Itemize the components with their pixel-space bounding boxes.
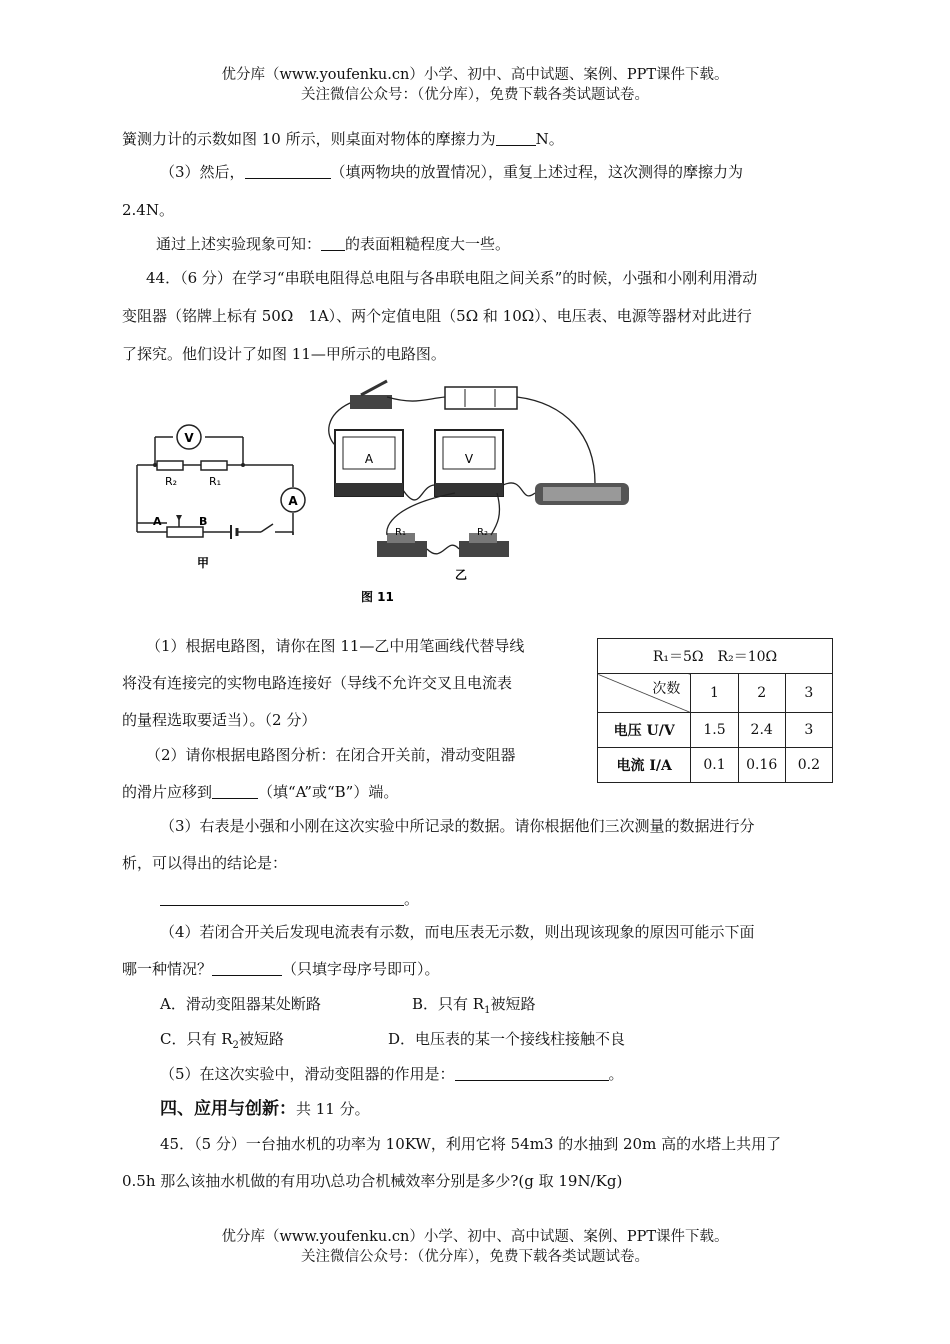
- table-header-row: [598, 639, 833, 674]
- section-title: 四、应用与创新：: [160, 1099, 296, 1119]
- q44-p2-line-2: [122, 782, 398, 802]
- answer-blank: [212, 783, 258, 799]
- q43-text: 簧测力计的示数如图 10 所示，则桌面对物体的摩擦力为: [122, 130, 496, 148]
- answer-blank: [245, 163, 331, 179]
- q44-intro-2: 变阻器（铭牌上标有 50Ω 1A）、两个定值电阻（5Ω 和 10Ω）、电压表、电源等器材对此进行: [122, 307, 752, 325]
- q44-p3-line-2: 析，可以得出的结论是：: [122, 854, 288, 872]
- q43-line-3: 2.4N。: [122, 201, 174, 219]
- voltmeter-face-label: V: [464, 452, 474, 466]
- option-c-text: C．只有 R: [160, 1030, 233, 1048]
- table-row: [598, 674, 833, 713]
- row-label-current: 电流 I/A: [598, 748, 691, 783]
- label-jia: 甲: [197, 556, 210, 570]
- q44-text: 的滑片应移到: [122, 783, 213, 801]
- q44-text: （5）在这次实验中，滑动变阻器的作用是：: [160, 1065, 455, 1083]
- q44-intro-1: 44．（6 分）在学习“串联电阻得总电阻与各串联电阻之间关系”的时候，小强和小刚利用滑动: [146, 269, 758, 287]
- section-note: 共 11 分。: [296, 1100, 370, 1118]
- option-c: [160, 1029, 284, 1056]
- table-row: [598, 713, 833, 748]
- answer-blank: [212, 960, 282, 976]
- q44-p3-line-1: （3）右表是小强和小刚在这次实验中所记录的数据。请你根据他们三次测量的数据进行分: [160, 817, 755, 835]
- option-b-text: B．只有 R: [412, 995, 485, 1013]
- answer-blank: [455, 1065, 609, 1081]
- figure-caption: 图 11: [361, 590, 394, 604]
- table-cell: 2.4: [738, 713, 785, 748]
- q44-text: 哪一种情况？: [122, 960, 213, 978]
- q45-line-2: 0.5h 那么该抽水机做的有用功\总功合机械效率分别是多少?(g 取 19N/Kg): [122, 1172, 623, 1190]
- label-yi: 乙: [455, 568, 468, 582]
- table-cell: 0.2: [785, 748, 832, 783]
- q43-text: （填两物块的放置情况），重复上述过程，这次测得的摩擦力为: [330, 163, 744, 181]
- table-cell: 0.16: [738, 748, 785, 783]
- table-col-1: 1: [691, 674, 738, 713]
- voltmeter-symbol: V: [184, 431, 194, 445]
- resistor-r1: [377, 541, 427, 557]
- r1-label: R₁: [209, 475, 222, 488]
- q44-p2-line-1: （2）请你根据电路图分析：在闭合开关前，滑动变阻器: [146, 746, 516, 764]
- q44-p1-line-1: （1）根据电路图，请你在图 11—乙中用笔画线代替导线: [146, 637, 525, 655]
- table-col-3: 3: [785, 674, 832, 713]
- answer-blank: [321, 235, 345, 251]
- answer-blank: [160, 890, 404, 906]
- point-b-label: B: [199, 515, 208, 528]
- option-c-sub: 2: [232, 1040, 239, 1051]
- figure-11: [125, 375, 645, 607]
- resistor-r2: [459, 541, 509, 557]
- q43-text: N。: [535, 130, 564, 148]
- q45-line-1: 45．（5 分）一台抽水机的功率为 10KW，利用它将 54m3 的水抽到 20m 高的水塔上共用了: [160, 1135, 782, 1153]
- circuit-figure: [125, 375, 645, 607]
- footer-line-1: 优分库（www.youfenku.cn）小学、初中、高中试题、案例、PPT课件下载。: [221, 1229, 729, 1245]
- option-d: D．电压表的某一个接线柱接触不良: [388, 1030, 626, 1048]
- option-c-text: 被短路: [238, 1030, 284, 1048]
- option-b-sub: 1: [484, 1005, 491, 1016]
- r2-label: R₂: [165, 475, 178, 488]
- row-label-voltage: 电压 U/V: [598, 713, 691, 748]
- q44-text: （填“A”或“B”）端。: [258, 783, 399, 801]
- q44-text: 。: [608, 1065, 624, 1083]
- header-line-1: 优分库（www.youfenku.cn）小学、初中、高中试题、案例、PPT课件下载。: [221, 67, 729, 83]
- footer-line-2: 关注微信公众号：（优分库），免费下载各类试题试卷。: [301, 1249, 649, 1265]
- ammeter-face-label: A: [364, 452, 374, 466]
- q43-text: 通过上述实验现象可知：: [156, 235, 322, 253]
- q44-p4-line-1: （4）若闭合开关后发现电流表有示数，而电压表无示数，则出现该现象的原因可能示下面: [160, 923, 755, 941]
- option-b: [412, 994, 535, 1021]
- corner-label: 次数: [652, 681, 681, 697]
- section-4-heading: [160, 1099, 370, 1119]
- ammeter-symbol: A: [288, 494, 298, 508]
- table-cell: 3: [785, 713, 832, 748]
- q43-line-4: [156, 234, 510, 254]
- table-corner: [598, 674, 691, 713]
- answer-blank: [496, 130, 536, 146]
- q44-intro-3: 了探究。他们设计了如图 11—甲所示的电路图。: [122, 345, 446, 363]
- q44-p3-line-3: [160, 889, 419, 909]
- option-a: A．滑动变阻器某处断路: [160, 995, 321, 1013]
- table-row: [598, 748, 833, 783]
- table-cell: 1.5: [691, 713, 738, 748]
- q43-text: 的表面粗糙程度大一些。: [345, 235, 511, 253]
- option-b-text: 被短路: [490, 995, 536, 1013]
- table-col-2: 2: [738, 674, 785, 713]
- table-cell: 0.1: [691, 748, 738, 783]
- data-table: [597, 638, 833, 783]
- q43-text: （3）然后，: [160, 163, 245, 181]
- point-a-label: A: [153, 515, 162, 528]
- q44-p1-line-3: 的量程选取要适当）。（2 分）: [122, 711, 317, 729]
- q44-text: 。: [404, 890, 420, 908]
- q43-line-1: [122, 129, 564, 149]
- battery: [445, 387, 517, 409]
- table-header: R₁＝5Ω R₂＝10Ω: [598, 639, 833, 674]
- q43-line-2: [160, 162, 743, 182]
- q44-p1-line-2: 将没有连接完的实物电路连接好（导线不允许交叉且电流表: [122, 674, 513, 692]
- header-line-2: 关注微信公众号：（优分库），免费下载各类试题试卷。: [301, 87, 649, 103]
- r2-apparatus-label: R₂: [477, 527, 488, 538]
- q44-text: （只填字母序号即可）。: [282, 960, 440, 978]
- r1-apparatus-label: R₁: [395, 527, 406, 538]
- switch: [350, 395, 392, 409]
- q44-p4-line-2: [122, 959, 440, 979]
- q44-p5: [160, 1064, 624, 1084]
